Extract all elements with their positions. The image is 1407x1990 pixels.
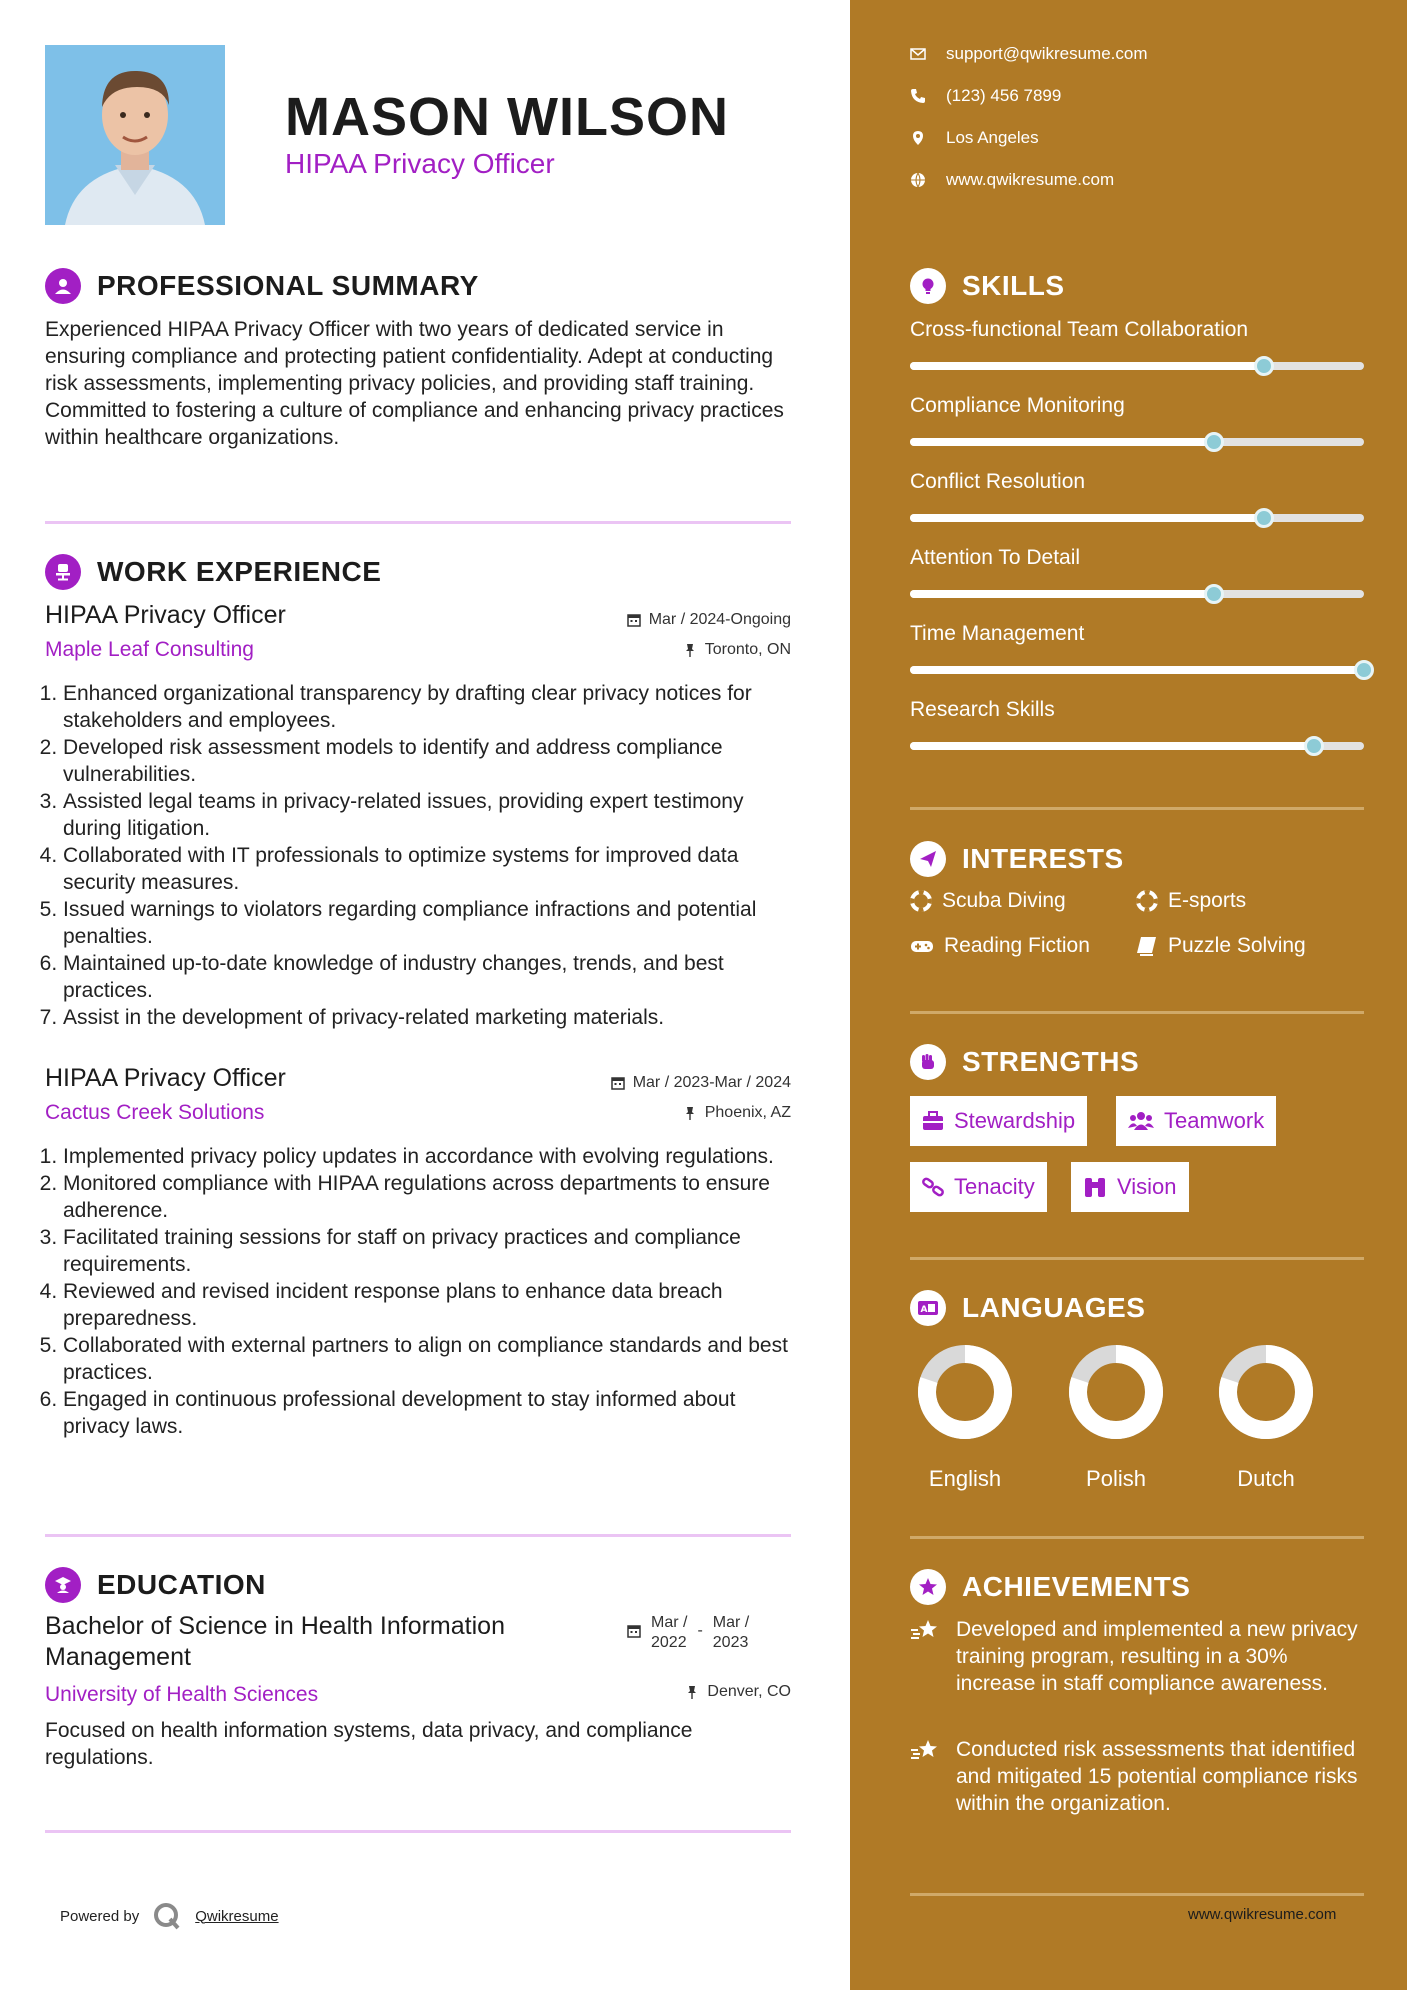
strengths-title: STRENGTHS [962,1046,1140,1077]
skill-item [910,698,1364,750]
strength-chip [1071,1162,1189,1212]
languages-title: LANGUAGES [962,1292,1146,1323]
interest-item [910,889,1066,913]
skill-name: Cross-functional Team Collaboration [910,318,1249,341]
skill-name: Research Skills [910,698,1055,721]
calendar-icon [627,1624,641,1638]
language-item [910,1343,1020,1492]
skill-track [910,590,1364,598]
strength-chip [910,1162,1047,1212]
profile-photo [45,45,225,225]
translate-icon [910,1290,946,1326]
skill-knob [1354,660,1374,680]
skill-fill [910,742,1314,750]
skill-track [910,666,1364,674]
skill-knob [1204,584,1224,604]
interests-heading [910,841,1124,877]
list-item: 3. Assisted legal teams in privacy-related issues, providing expert testimony during litigation. [63,788,791,842]
skill-fill [910,362,1264,370]
skill-name: Conflict Resolution [910,470,1086,493]
list-item: 7. Assist in the development of privacy-related marketing materials. [63,1004,791,1031]
strength-label: Teamwork [1164,1108,1265,1133]
list-item: 1. Enhanced organizational transparency by drafting clear privacy notices for stakeholders and employees. [63,680,791,734]
list-item: 2. Monitored compliance with HIPAA regulations across departments to ensure adherence. [63,1170,791,1224]
list-item: 5. Collaborated with external partners to align on compliance standards and best practices. [63,1332,791,1386]
contact-location [910,128,1039,148]
phone-icon [910,88,926,104]
skill-knob [1254,356,1274,376]
contact-website [910,170,1114,190]
skill-fill [910,514,1264,522]
lifebuoy-icon [1136,890,1158,912]
skill-item [910,470,1364,522]
fist-icon [910,1044,946,1080]
education-entry [45,1611,791,1771]
users-icon [1128,1111,1154,1131]
interest-label: Scuba Diving [942,889,1066,912]
book-icon [1136,936,1158,956]
languages-heading [910,1290,1145,1326]
candidate-title: HIPAA Privacy Officer [285,148,555,179]
list-item: 5. Issued warnings to violators regarding compliance infractions and potential penalties. [63,896,791,950]
achievement-text: Conducted risk assessments that identified and mitigated 15 potential compliance risks within the organization. [956,1738,1358,1815]
phone-text: (123) 456 7899 [946,86,1062,105]
skill-item [910,394,1364,446]
powered-by-label: Powered by [60,1907,140,1925]
interest-item [910,934,1090,958]
interest-label: Puzzle Solving [1168,934,1306,957]
divider [910,1257,1364,1260]
language-label: English [928,1466,1002,1491]
contact-email [910,44,1148,64]
experience-title: WORK EXPERIENCE [97,556,382,587]
svg-text:A: A [920,1305,928,1315]
list-item: 4. Collaborated with IT professionals to optimize systems for improved data security measures. [63,842,791,896]
job-dates: Mar / 2024-Ongoing [648,611,791,628]
interest-label: Reading Fiction [944,934,1090,957]
location-text: Los Angeles [946,128,1039,147]
footer-website[interactable]: www.qwikresume.com [1188,1906,1337,1923]
list-item: 1. Implemented privacy policy updates in accordance with evolving regulations. [63,1143,791,1170]
skill-name: Attention To Detail [910,546,1081,569]
edu-degree: Bachelor of Science in Health Information Management [45,1612,505,1671]
job-location: Toronto, ON [704,641,791,658]
interest-item [1136,889,1246,913]
divider [45,1534,791,1537]
list-item: 6. Engaged in continuous professional development to stay informed about privacy laws. [63,1386,791,1440]
strengths-heading [910,1044,1139,1080]
paper-plane-icon [910,841,946,877]
edu-location-row [685,1683,791,1701]
achievements-title: ACHIEVEMENTS [962,1571,1191,1602]
lightbulb-icon [910,268,946,304]
divider [910,1536,1364,1539]
skill-track [910,362,1364,370]
link-icon [922,1176,944,1198]
user-icon [45,268,81,304]
powered-by [60,1902,279,1930]
briefcase-icon [922,1111,944,1131]
job-meta [627,611,791,659]
job-title: HIPAA Privacy Officer [45,601,286,629]
brand-link[interactable]: Qwikresume [195,1907,279,1925]
achievement-text: Developed and implemented a new privacy training program, resulting in a 30% increase in staff compliance awareness. [956,1618,1358,1695]
calendar-icon [627,613,641,627]
lifebuoy-icon [910,890,932,912]
skills-heading [910,268,1065,304]
education-heading [45,1567,266,1603]
achievements-heading [910,1569,1190,1605]
skill-name: Time Management [910,622,1085,645]
list-item: 6. Maintained up-to-date knowledge of industry changes, trends, and best practices. [63,950,791,1004]
job-location: Phoenix, AZ [704,1104,791,1121]
strength-label: Vision [1117,1174,1177,1199]
language-item [1211,1343,1321,1492]
strength-chip [1116,1096,1276,1146]
globe-icon [910,172,926,188]
skill-track [910,438,1364,446]
language-label: Polish [1086,1466,1146,1491]
skill-track [910,514,1364,522]
achievement-item [910,1736,1364,1817]
job-duties [45,1143,791,1440]
job-dates: Mar / 2023-Mar / 2024 [632,1074,791,1091]
chair-icon [45,554,81,590]
skill-track [910,742,1364,750]
envelope-icon [910,46,926,62]
summary-heading [45,268,479,304]
interest-item [1136,934,1306,958]
shooting-star-icon [910,1618,942,1644]
gamepad-icon [910,937,934,955]
strength-label: Stewardship [954,1108,1076,1133]
skill-item [910,622,1364,674]
language-ring [1211,1343,1321,1441]
skill-item [910,318,1364,370]
qwikresume-logo-icon [153,1902,181,1930]
achievement-item [910,1616,1364,1697]
skill-name: Compliance Monitoring [910,394,1125,417]
calendar-icon [611,1076,625,1090]
language-item [1061,1343,1171,1492]
pin-icon [683,1106,697,1120]
interest-label: E-sports [1168,889,1247,912]
interests-title: INTERESTS [962,843,1124,874]
edu-location: Denver, CO [707,1683,791,1700]
list-item: 4. Reviewed and revised incident response plans to enhance data breach preparedness. [63,1278,791,1332]
education-title: EDUCATION [97,1569,266,1600]
edu-start-month: Mar / [651,1614,688,1631]
edu-school: University of Health Sciences [45,1683,319,1706]
language-ring [1061,1343,1171,1441]
job-entry [45,1064,791,1440]
summary-text: Experienced HIPAA Privacy Officer with two years of dedicated service in ensuring compliance and protecting patient confidentiality. Adept at conducting risk assessments, implementing privacy policies, and providing staff training. Committed to fostering a culture of compliance and enhancing privacy practices within healthcare organizations. [45,318,784,449]
edu-end-year: 2023 [712,1634,749,1651]
job-title: HIPAA Privacy Officer [45,1064,286,1092]
job-company: Maple Leaf Consulting [45,638,254,661]
divider [910,1893,1364,1896]
skill-knob [1254,508,1274,528]
skill-knob [1304,736,1324,756]
website-text[interactable]: www.qwikresume.com [946,170,1115,189]
edu-start-year: 2022 [651,1634,687,1651]
edu-dates: Mar / 2022 - Mar / 2023 [627,1613,749,1653]
binoculars-icon [1083,1176,1107,1198]
skill-fill [910,666,1364,674]
language-ring [910,1343,1020,1441]
list-item: 3. Facilitated training sessions for staff on privacy practices and compliance requirements. [63,1224,791,1278]
skill-item [910,546,1364,598]
divider [45,1830,791,1833]
email-text[interactable]: support@qwikresume.com [946,44,1148,63]
candidate-name: MASON WILSON [285,87,729,147]
star-badge-icon [910,1569,946,1605]
skills-title: SKILLS [962,270,1065,301]
skill-fill [910,438,1214,446]
job-meta [611,1074,791,1122]
divider [910,807,1364,810]
job-entry [45,601,791,1031]
pin-icon [683,643,697,657]
skill-knob [1204,432,1224,452]
map-marker-icon [910,130,926,146]
job-duties [45,680,791,1031]
edu-end-month: Mar / [712,1614,750,1631]
sidebar [850,0,1407,1990]
pin-icon [685,1685,699,1699]
edu-description: Focused on health information systems, data privacy, and compliance regulations. [45,1719,693,1769]
divider [910,1011,1364,1014]
job-company: Cactus Creek Solutions [45,1101,265,1124]
list-item: 2. Developed risk assessment models to identify and address compliance vulnerabilities. [63,734,791,788]
divider [45,521,791,524]
shooting-star-icon [910,1738,942,1764]
strength-label: Tenacity [954,1174,1035,1199]
summary-title: PROFESSIONAL SUMMARY [97,270,479,301]
contact-phone [910,86,1061,106]
strength-chip [910,1096,1087,1146]
experience-heading [45,554,381,590]
graduate-icon [45,1567,81,1603]
skill-fill [910,590,1214,598]
language-label: Dutch [1237,1466,1295,1491]
